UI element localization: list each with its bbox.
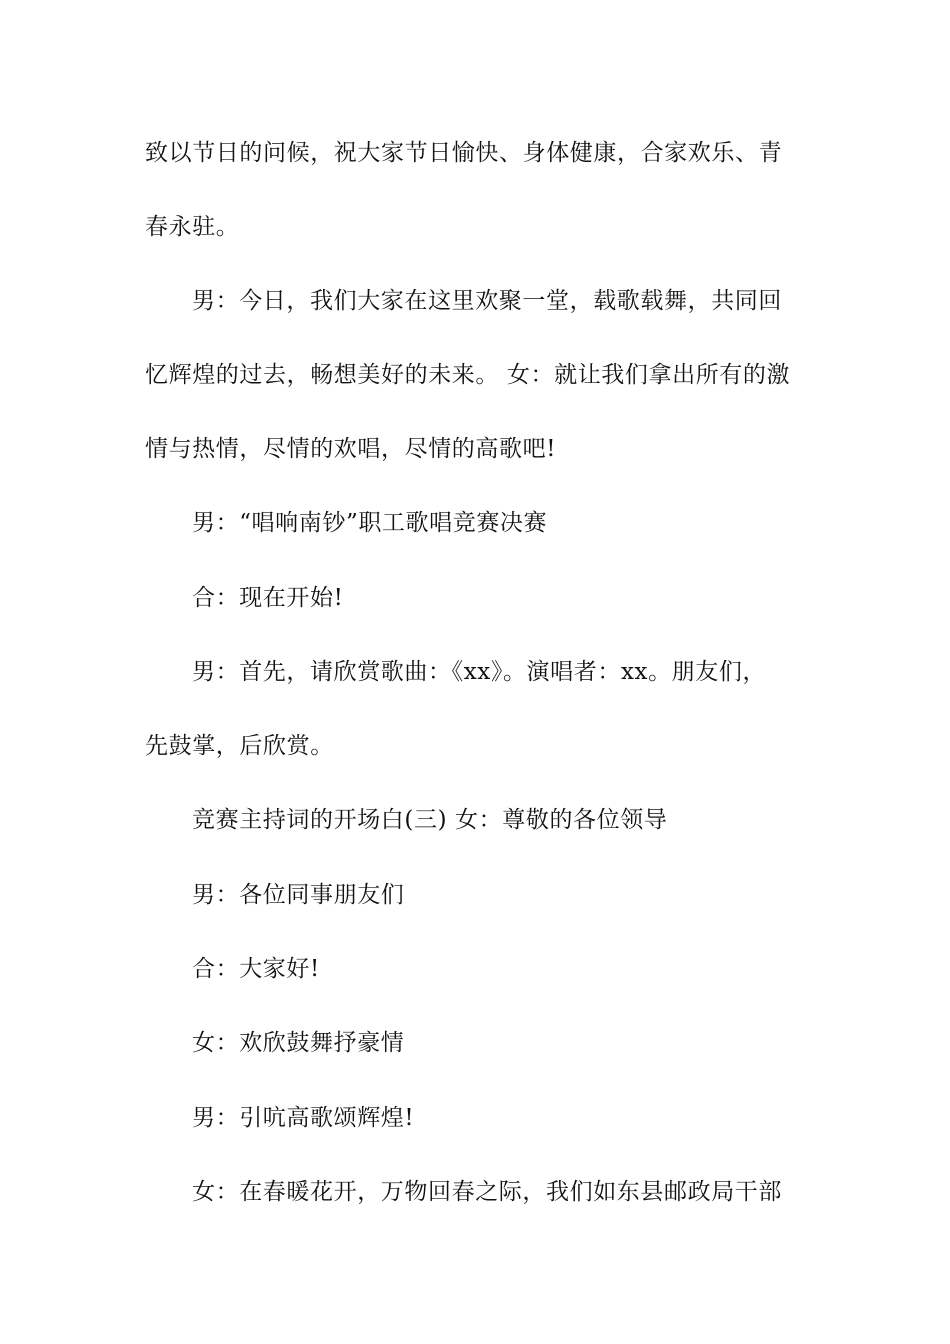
paragraph-line: 女：欢欣鼓舞抒豪情 <box>192 1030 405 1056</box>
paragraph-line: 男：“唱响南钞”职工歌唱竞赛决赛 <box>192 510 548 536</box>
paragraph-line: 男：各位同事朋友们 <box>192 882 405 908</box>
paragraph-line: 春永驻。 <box>145 214 240 240</box>
paragraph-line: 合：现在开始! <box>192 585 344 611</box>
paragraph-line: 致以节日的问候，祝大家节日愉快、身体健康，合家欢乐、青 <box>145 140 783 166</box>
paragraph-line: 女：在春暖花开，万物回春之际，我们如东县邮政局干部 <box>192 1179 782 1205</box>
paragraph-line: 男：首先，请欣赏歌曲：《xx》。演唱者：xx。朋友们， <box>192 659 767 685</box>
paragraph-line: 忆辉煌的过去，畅想美好的未来。 女：就让我们拿出所有的激 <box>145 362 791 388</box>
paragraph-line: 竞赛主持词的开场白(三) 女：尊敬的各位领导 <box>192 807 668 833</box>
paragraph-line: 先鼓掌，后欣赏。 <box>145 733 334 759</box>
paragraph-line: 男：引吭高歌颂辉煌! <box>192 1105 415 1131</box>
paragraph-line: 合：大家好! <box>192 956 320 982</box>
paragraph-line: 男：今日，我们大家在这里欢聚一堂，载歌载舞，共同回 <box>192 288 782 314</box>
paragraph-line: 情与热情，尽情的欢唱，尽情的高歌吧! <box>145 436 557 462</box>
